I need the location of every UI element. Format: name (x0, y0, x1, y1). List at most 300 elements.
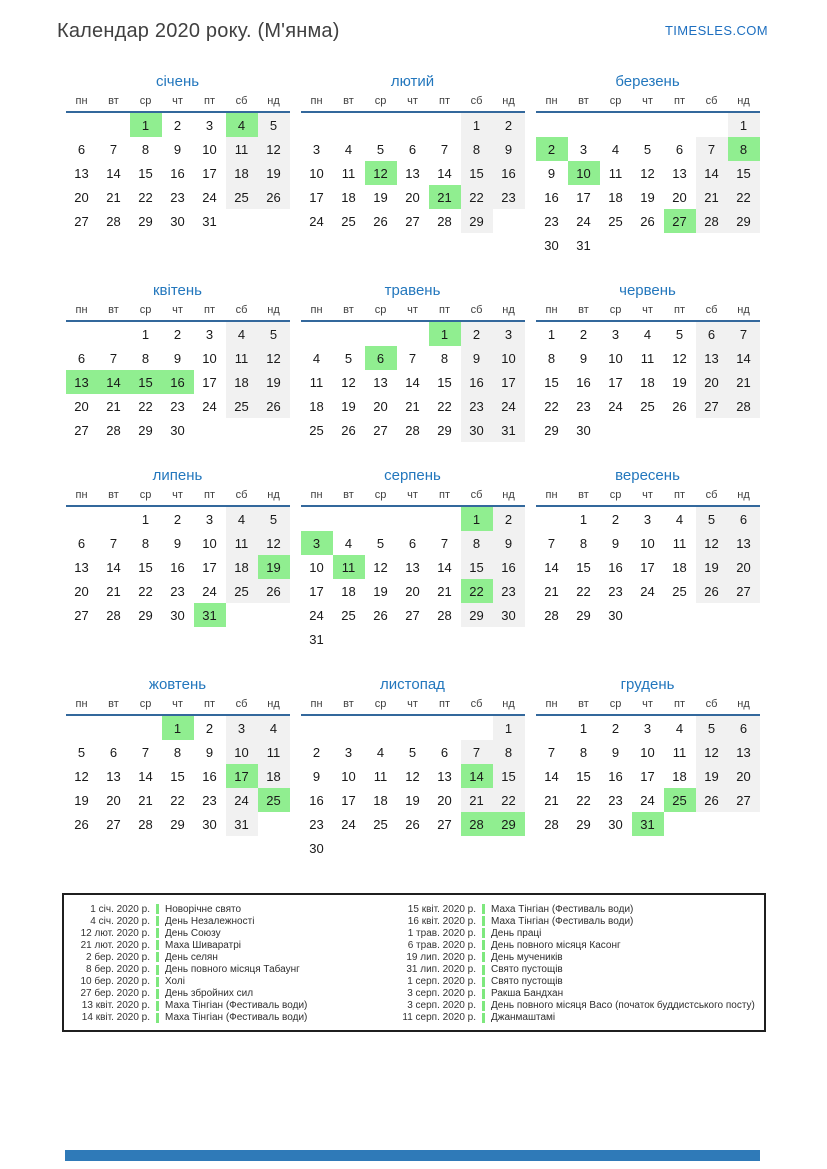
day-cell: 8 (579, 744, 588, 760)
day-cell: 6 (365, 346, 397, 370)
empty-cell (333, 112, 365, 137)
legend-item (400, 988, 758, 1000)
day-cell: 11 (373, 768, 388, 784)
empty-cell (461, 627, 493, 651)
day-cell: 25 (640, 398, 655, 414)
day-cell: 16 (493, 161, 525, 185)
day-cell: 17 (493, 370, 525, 394)
day-cell: 9 (173, 535, 182, 551)
day-cell: 6 (440, 744, 449, 760)
empty-cell (258, 812, 290, 836)
month-title: липень (152, 467, 203, 484)
day-cell: 2 (493, 112, 525, 137)
weekday-header: пт (664, 95, 696, 112)
weekday-header: вт (333, 304, 365, 321)
day-cell: 23 (493, 185, 525, 209)
legend-item (70, 951, 400, 963)
legend-label: День Незалежності (165, 915, 255, 927)
day-cell: 29 (461, 209, 493, 233)
empty-cell (728, 812, 760, 836)
day-cell: 23 (608, 583, 623, 599)
month-calendar (535, 73, 760, 257)
day-cell: 23 (170, 189, 185, 205)
day-cell: 11 (672, 535, 687, 551)
day-cell: 16 (162, 370, 194, 394)
day-cell: 7 (696, 137, 728, 161)
day-cell: 13 (106, 768, 121, 784)
day-cell: 7 (109, 141, 118, 157)
day-cell: 26 (258, 579, 290, 603)
day-cell: 6 (728, 506, 760, 531)
month-calendar (65, 676, 290, 860)
weekday-header: нд (493, 304, 525, 321)
holiday-tick-icon (482, 904, 485, 914)
weekday-header: чт (397, 489, 429, 506)
legend-label: День Союзу (165, 927, 221, 939)
empty-cell (66, 715, 98, 740)
day-cell: 4 (675, 720, 684, 736)
weekday-header: нд (258, 95, 290, 112)
day-cell: 14 (106, 559, 121, 575)
day-cell: 29 (728, 209, 760, 233)
day-cell: 25 (672, 583, 687, 599)
empty-cell (397, 506, 429, 531)
day-cell: 2 (312, 744, 321, 760)
day-cell: 20 (696, 370, 728, 394)
day-cell: 8 (141, 535, 150, 551)
weekday-header: ср (365, 698, 397, 715)
day-cell: 29 (170, 816, 185, 832)
day-cell: 18 (226, 370, 258, 394)
day-cell: 31 (493, 418, 525, 442)
day-cell: 9 (579, 350, 588, 366)
empty-cell (493, 209, 525, 233)
weekday-header: чт (632, 304, 664, 321)
month-title: червень (619, 282, 676, 299)
empty-cell (696, 418, 728, 442)
legend-date: 8 бер. 2020 р. (86, 964, 150, 976)
day-cell: 29 (138, 607, 153, 623)
weekday-header: вт (568, 489, 600, 506)
empty-cell (696, 233, 728, 257)
day-cell: 19 (640, 189, 655, 205)
day-cell: 17 (576, 189, 591, 205)
day-cell: 29 (493, 812, 525, 836)
day-cell: 5 (77, 744, 86, 760)
day-cell: 8 (547, 350, 556, 366)
weekday-header: чт (162, 698, 194, 715)
day-cell: 15 (138, 559, 153, 575)
day-cell: 4 (226, 321, 258, 346)
month-calendar (300, 676, 525, 860)
day-cell: 9 (611, 535, 620, 551)
day-cell: 21 (106, 583, 121, 599)
legend-label: День повного місяця Васо (початок буддистського посту) (491, 1000, 755, 1012)
day-cell: 6 (408, 141, 417, 157)
legend-label: Свято пустощів (491, 964, 563, 976)
day-cell: 23 (544, 213, 559, 229)
month-calendar (65, 73, 290, 257)
day-cell: 16 (170, 559, 185, 575)
day-cell: 4 (344, 141, 353, 157)
day-cell: 13 (74, 559, 89, 575)
day-cell: 12 (258, 137, 290, 161)
day-cell: 1 (461, 112, 493, 137)
empty-cell (258, 418, 290, 442)
day-cell: 20 (74, 398, 89, 414)
weekday-header: пн (301, 95, 333, 112)
legend-item (400, 927, 758, 939)
holiday-tick-icon (156, 904, 159, 914)
legend-item (70, 915, 400, 927)
day-cell: 30 (608, 607, 623, 623)
day-cell: 19 (258, 555, 290, 579)
empty-cell (333, 715, 365, 740)
day-cell: 3 (301, 531, 333, 555)
day-cell: 10 (640, 744, 655, 760)
legend-date: 1 серп. 2020 р. (407, 976, 476, 988)
holiday-tick-icon (156, 965, 159, 975)
day-cell: 2 (536, 137, 568, 161)
day-cell: 5 (408, 744, 417, 760)
legend-date: 3 серп. 2020 р. (407, 1000, 476, 1012)
legend-label: Маха Тінгіан (Фестиваль води) (165, 1000, 308, 1012)
day-cell: 17 (309, 583, 324, 599)
day-cell: 2 (173, 511, 182, 527)
day-cell: 11 (226, 346, 258, 370)
day-cell: 30 (461, 418, 493, 442)
weekday-header: нд (728, 698, 760, 715)
day-cell: 15 (130, 370, 162, 394)
day-cell: 14 (138, 768, 153, 784)
month-calendar (300, 282, 525, 442)
day-cell: 25 (258, 788, 290, 812)
empty-cell (333, 506, 365, 531)
day-cell: 12 (341, 374, 356, 390)
legend-item (70, 976, 400, 988)
day-cell: 8 (728, 137, 760, 161)
legend-item (70, 903, 400, 915)
day-cell: 13 (373, 374, 388, 390)
day-cell: 24 (640, 583, 655, 599)
empty-cell (429, 112, 461, 137)
empty-cell (632, 603, 664, 627)
day-cell: 16 (170, 165, 185, 181)
weekday-header: чт (397, 698, 429, 715)
day-cell: 2 (611, 720, 620, 736)
day-cell: 10 (568, 161, 600, 185)
weekday-header: пт (194, 698, 226, 715)
weekday-header: вт (98, 698, 130, 715)
weekday-header: ср (130, 489, 162, 506)
weekday-header: ср (600, 489, 632, 506)
day-cell: 18 (341, 583, 356, 599)
day-cell: 24 (309, 213, 324, 229)
day-cell: 4 (258, 715, 290, 740)
day-cell: 9 (173, 141, 182, 157)
legend-label: Холі (165, 976, 185, 988)
day-cell: 26 (696, 579, 728, 603)
legend-date: 3 серп. 2020 р. (407, 988, 476, 1000)
day-cell: 28 (106, 422, 121, 438)
day-cell: 30 (170, 422, 185, 438)
weekday-header: пн (301, 698, 333, 715)
day-cell: 31 (309, 631, 324, 647)
legend-label: Маха Тінгіан (Фестиваль води) (165, 1012, 308, 1024)
legend-item (70, 988, 400, 1000)
day-cell: 2 (173, 326, 182, 342)
empty-cell (664, 812, 696, 836)
legend-label: Ракша Бандхан (491, 988, 564, 1000)
empty-cell (333, 627, 365, 651)
legend-label: Джанмаштамі (491, 1012, 556, 1024)
month-calendar (65, 282, 290, 442)
empty-cell (664, 603, 696, 627)
day-cell: 7 (440, 141, 449, 157)
day-cell: 5 (258, 506, 290, 531)
day-cell: 11 (226, 137, 258, 161)
weekday-header: сб (461, 95, 493, 112)
weekday-header: чт (397, 304, 429, 321)
day-cell: 5 (376, 535, 385, 551)
weekday-header: ср (365, 304, 397, 321)
weekday-header: нд (258, 698, 290, 715)
empty-cell (536, 715, 568, 740)
day-cell: 17 (640, 768, 655, 784)
weekday-header: пн (536, 95, 568, 112)
day-cell: 28 (106, 607, 121, 623)
day-cell: 29 (544, 422, 559, 438)
legend-item (70, 963, 400, 975)
legend-label: Маха Тінгіан (Фестиваль води) (491, 915, 634, 927)
day-cell: 24 (226, 788, 258, 812)
weekday-header: ср (600, 698, 632, 715)
month-title: квітень (152, 282, 202, 299)
weekday-header: пт (429, 489, 461, 506)
weekday-header: вт (98, 95, 130, 112)
legend-label: День повного місяця Касонг (491, 939, 621, 951)
empty-cell (493, 836, 525, 860)
holiday-tick-icon (156, 916, 159, 926)
legend-label: Маха Тінгіан (Фестиваль води) (491, 903, 634, 915)
weekday-header: пн (301, 489, 333, 506)
day-cell: 12 (74, 768, 89, 784)
legend-date: 19 лип. 2020 р. (406, 951, 476, 963)
empty-cell (365, 627, 397, 651)
day-cell: 22 (170, 792, 185, 808)
day-cell: 21 (544, 583, 559, 599)
month-title: грудень (620, 676, 675, 693)
day-cell: 27 (405, 607, 420, 623)
empty-cell (226, 209, 258, 233)
day-cell: 10 (640, 535, 655, 551)
day-cell: 9 (461, 346, 493, 370)
day-cell: 13 (74, 165, 89, 181)
weekday-header: пн (301, 304, 333, 321)
empty-cell (333, 836, 365, 860)
day-cell: 8 (141, 141, 150, 157)
day-cell: 18 (608, 189, 623, 205)
day-cell: 17 (226, 764, 258, 788)
day-cell: 2 (205, 720, 214, 736)
timesles-link[interactable]: TIMESLES.COM (664, 23, 768, 38)
legend-label: День селян (165, 951, 218, 963)
weekday-header: сб (226, 489, 258, 506)
day-cell: 28 (437, 213, 452, 229)
day-cell: 2 (173, 117, 182, 133)
day-cell: 26 (696, 788, 728, 812)
month-title: серпень (384, 467, 441, 484)
day-cell: 14 (544, 768, 559, 784)
legend-item (400, 903, 758, 915)
day-cell: 23 (170, 583, 185, 599)
day-cell: 23 (461, 394, 493, 418)
day-cell: 5 (675, 326, 684, 342)
day-cell: 3 (344, 744, 353, 760)
day-cell: 9 (493, 137, 525, 161)
day-cell: 17 (608, 374, 623, 390)
day-cell: 12 (696, 740, 728, 764)
day-cell: 16 (202, 768, 217, 784)
day-cell: 18 (341, 189, 356, 205)
day-cell: 24 (202, 398, 217, 414)
day-cell: 17 (309, 189, 324, 205)
weekday-header: нд (258, 304, 290, 321)
day-cell: 24 (640, 792, 655, 808)
day-cell: 1 (547, 326, 556, 342)
page-header (57, 20, 768, 43)
month-title: травень (384, 282, 441, 299)
day-cell: 25 (309, 422, 324, 438)
day-cell: 13 (728, 531, 760, 555)
day-cell: 28 (461, 812, 493, 836)
empty-cell (696, 112, 728, 137)
legend-date: 16 квіт. 2020 р. (407, 915, 476, 927)
day-cell: 16 (309, 792, 324, 808)
legend-label: День збройних сил (165, 988, 254, 1000)
day-cell: 27 (373, 422, 388, 438)
day-cell: 30 (170, 213, 185, 229)
empty-cell (493, 627, 525, 651)
day-cell: 21 (138, 792, 153, 808)
day-cell: 20 (672, 189, 687, 205)
day-cell: 1 (130, 112, 162, 137)
day-cell: 26 (341, 422, 356, 438)
empty-cell (301, 321, 333, 346)
holiday-tick-icon (482, 952, 485, 962)
day-cell: 15 (576, 559, 591, 575)
footer-bar (65, 1150, 760, 1161)
day-cell: 21 (429, 185, 461, 209)
day-cell: 9 (547, 165, 556, 181)
weekday-header: вт (333, 95, 365, 112)
day-cell: 10 (309, 165, 324, 181)
empty-cell (536, 506, 568, 531)
weekday-header: нд (493, 95, 525, 112)
weekday-header: сб (461, 489, 493, 506)
page-title: Календар 2020 року. (М'янма) (57, 20, 340, 42)
empty-cell (664, 418, 696, 442)
month-calendar (535, 676, 760, 860)
day-cell: 18 (309, 398, 324, 414)
day-cell: 7 (461, 740, 493, 764)
day-cell: 26 (373, 607, 388, 623)
day-cell: 8 (579, 535, 588, 551)
holiday-tick-icon (482, 916, 485, 926)
day-cell: 10 (226, 740, 258, 764)
weekday-header: чт (632, 489, 664, 506)
day-cell: 20 (74, 189, 89, 205)
day-cell: 30 (493, 603, 525, 627)
day-cell: 11 (333, 555, 365, 579)
legend-date: 4 січ. 2020 р. (90, 915, 150, 927)
day-cell: 10 (493, 346, 525, 370)
day-cell: 28 (544, 607, 559, 623)
day-cell: 25 (226, 394, 258, 418)
empty-cell (397, 321, 429, 346)
day-cell: 28 (138, 816, 153, 832)
empty-cell (632, 112, 664, 137)
day-cell: 4 (675, 511, 684, 527)
empty-cell (226, 603, 258, 627)
day-cell: 29 (461, 603, 493, 627)
weekday-header: пн (66, 95, 98, 112)
day-cell: 27 (664, 209, 696, 233)
months-grid (65, 73, 760, 860)
empty-cell (461, 836, 493, 860)
day-cell: 1 (579, 511, 588, 527)
day-cell: 18 (373, 792, 388, 808)
day-cell: 19 (405, 792, 420, 808)
day-cell: 13 (405, 559, 420, 575)
empty-cell (301, 715, 333, 740)
day-cell: 1 (728, 112, 760, 137)
empty-cell (226, 418, 258, 442)
day-cell: 5 (376, 141, 385, 157)
empty-cell (429, 627, 461, 651)
legend-label: День праці (491, 927, 542, 939)
day-cell: 4 (226, 112, 258, 137)
weekday-header: сб (696, 489, 728, 506)
day-cell: 3 (205, 511, 214, 527)
weekday-header: пн (536, 304, 568, 321)
day-cell: 18 (226, 555, 258, 579)
day-cell: 23 (576, 398, 591, 414)
legend-date: 11 серп. 2020 р. (402, 1012, 476, 1024)
day-cell: 9 (493, 531, 525, 555)
day-cell: 28 (728, 394, 760, 418)
weekday-header: пн (536, 489, 568, 506)
weekday-header: ср (365, 95, 397, 112)
day-cell: 27 (74, 422, 89, 438)
day-cell: 22 (138, 189, 153, 205)
day-cell: 22 (544, 398, 559, 414)
day-cell: 30 (544, 237, 559, 253)
day-cell: 29 (437, 422, 452, 438)
legend-date: 10 бер. 2020 р. (80, 976, 150, 988)
legend-date: 1 січ. 2020 р. (90, 903, 150, 915)
day-cell: 6 (675, 141, 684, 157)
day-cell: 24 (608, 398, 623, 414)
day-cell: 17 (640, 559, 655, 575)
day-cell: 28 (437, 607, 452, 623)
day-cell: 28 (696, 209, 728, 233)
day-cell: 31 (194, 603, 226, 627)
day-cell: 26 (405, 816, 420, 832)
day-cell: 22 (728, 185, 760, 209)
day-cell: 26 (258, 394, 290, 418)
day-cell: 27 (106, 816, 121, 832)
